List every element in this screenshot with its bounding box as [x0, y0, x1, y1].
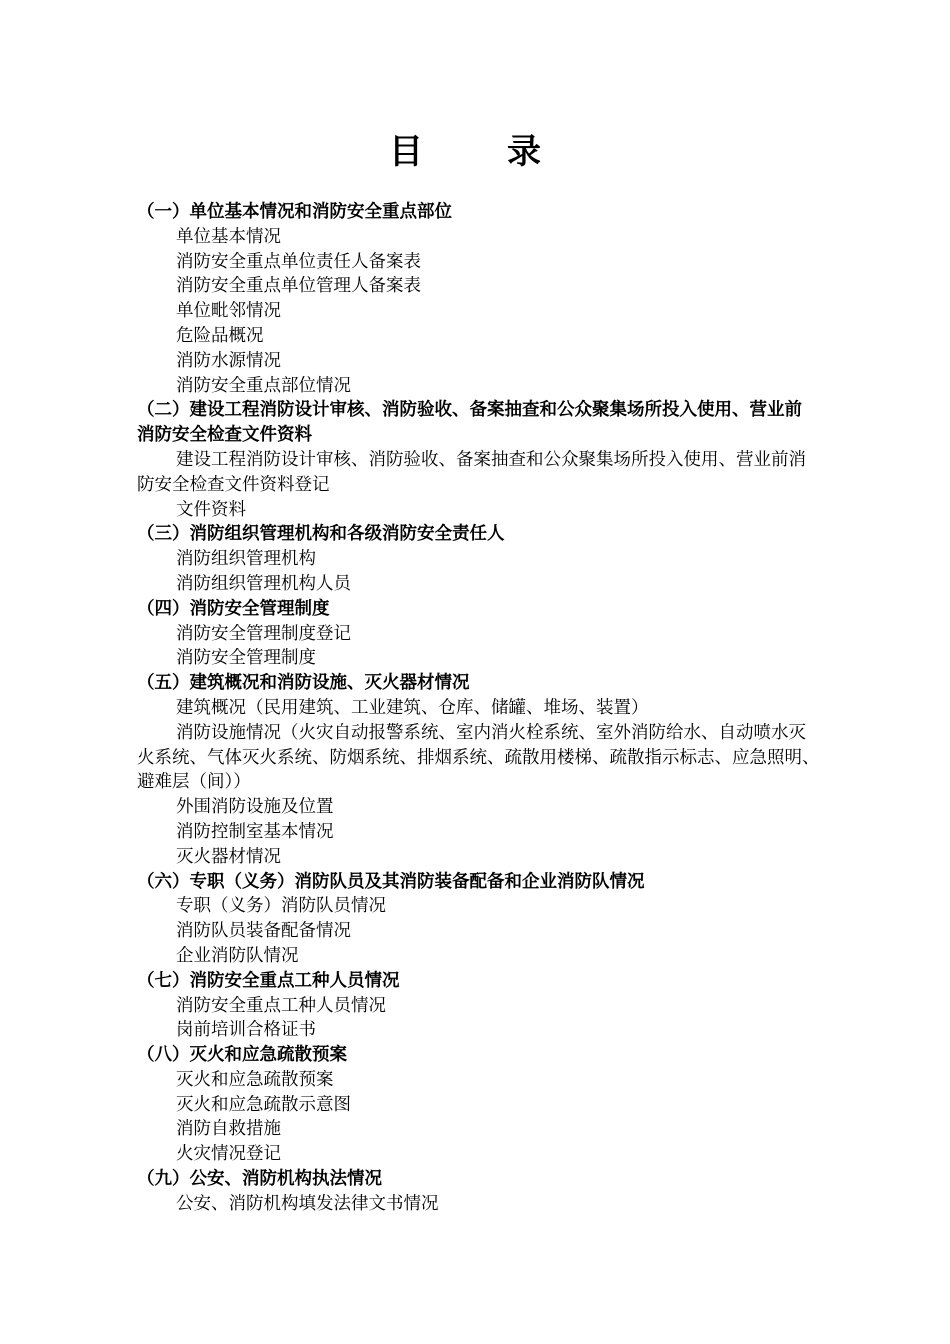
toc-section-heading: （八）灭火和应急疏散预案: [137, 1045, 347, 1066]
toc-item: 消防水源情况: [176, 350, 281, 371]
toc-item: 消防安全重点单位管理人备案表: [176, 276, 421, 297]
toc-item: 危险品概况: [176, 325, 264, 346]
page-title: 目录: [389, 132, 625, 172]
toc-item: 消防安全重点工种人员情况: [176, 995, 386, 1016]
toc-item: 火灾情况登记: [176, 1144, 281, 1165]
toc-item: 消防组织管理机构人员: [176, 573, 351, 594]
toc-item: 灭火器材情况: [176, 846, 281, 867]
toc-item: 灭火和应急疏散示意图: [176, 1094, 351, 1115]
toc-item: 消防控制室基本情况: [176, 821, 334, 842]
toc-section-heading: （九）公安、消防机构执法情况: [137, 1169, 382, 1190]
toc-section-heading: （三）消防组织管理机构和各级消防安全责任人: [137, 524, 505, 545]
toc-section-heading: （六）专职（义务）消防队员及其消防装备配备和企业消防队情况: [137, 871, 645, 892]
toc-item-continued: 避难层（间））: [137, 772, 251, 793]
toc-item: 文件资料: [176, 499, 246, 520]
toc-item: 建筑概况（民用建筑、工业建筑、仓库、储罐、堆场、装置）: [176, 697, 649, 718]
toc-item: 消防安全重点单位责任人备案表: [176, 251, 421, 272]
toc-section-heading: （一）单位基本情况和消防安全重点部位: [137, 202, 452, 222]
toc-item-continued: 防安全检查文件资料登记: [137, 474, 330, 495]
toc-section-heading-continued: 消防安全检查文件资料: [137, 425, 312, 446]
toc-item: 单位毗邻情况: [176, 301, 281, 322]
toc-section-heading: （二）建设工程消防设计审核、消防验收、备案抽查和公众聚集场所投入使用、营业前: [137, 400, 802, 421]
toc-item: 消防安全重点部位情况: [176, 375, 351, 396]
toc-item: 建设工程消防设计审核、消防验收、备案抽查和公众聚集场所投入使用、营业前消: [176, 449, 806, 470]
toc-item: 企业消防队情况: [176, 945, 299, 966]
toc-item: 消防设施情况（火灾自动报警系统、室内消火栓系统、室外消防给水、自动喷水灭: [176, 722, 806, 743]
toc-item: 公安、消防机构填发法律文书情况: [176, 1193, 439, 1214]
toc-item: 岗前培训合格证书: [176, 1020, 316, 1041]
toc-section-heading: （七）消防安全重点工种人员情况: [137, 970, 400, 991]
toc-item: 专职（义务）消防队员情况: [176, 896, 386, 917]
toc-section-heading: （五）建筑概况和消防设施、灭火器材情况: [137, 673, 470, 694]
toc-item-continued: 火系统、气体灭火系统、防烟系统、排烟系统、疏散用楼梯、疏散指示标志、应急照明、: [137, 747, 820, 768]
toc-item: 外围消防设施及位置: [176, 797, 334, 818]
table-of-contents: [137, 200, 887, 1217]
toc-section-heading: （四）消防安全管理制度: [137, 598, 330, 619]
toc-item: 消防安全管理制度登记: [176, 623, 351, 644]
toc-item: 消防组织管理机构: [176, 549, 316, 570]
toc-item: 单位基本情况: [176, 226, 281, 247]
toc-item: 消防安全管理制度: [176, 648, 316, 669]
toc-item: 消防队员装备配备情况: [176, 921, 351, 942]
toc-item: 灭火和应急疏散预案: [176, 1069, 334, 1090]
toc-item: 消防自救措施: [176, 1119, 281, 1140]
